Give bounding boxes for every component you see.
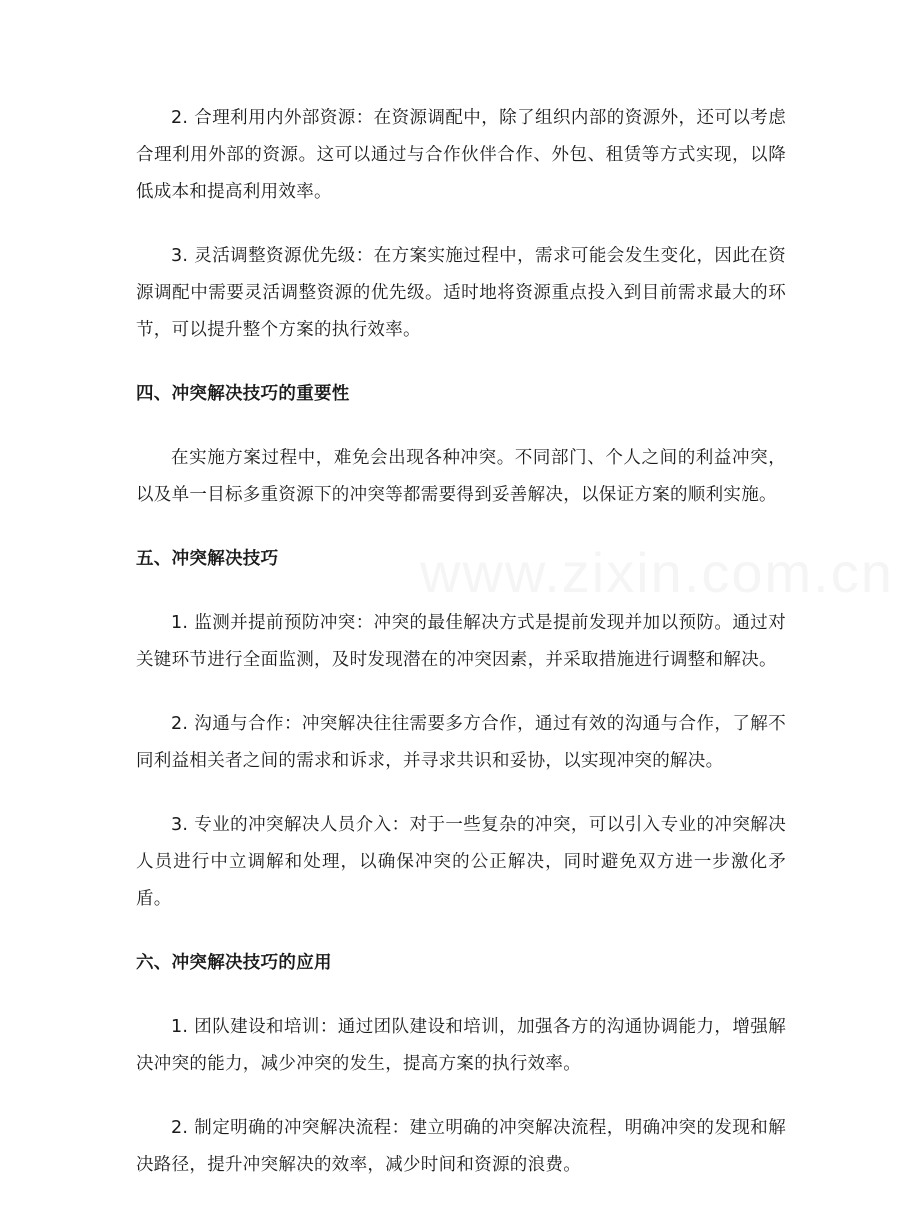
watermark-text: www.zixin.com.cn — [420, 541, 894, 604]
para-apply-team: 1. 团队建设和培训：通过团队建设和培训，加强各方的沟通协调能力，增强解决冲突的能力，减少冲突的发生，提高方案的执行效率。 — [136, 1017, 786, 1074]
heading-section-4: 四、冲突解决技巧的重要性 — [136, 384, 350, 404]
para-conflict-communication: 2. 沟通与合作：冲突解决往往需要多方合作，通过有效的沟通与合作，了解不同利益相关者之间的需求和诉求，并寻求共识和妥协，以实现冲突的解决。 — [136, 714, 786, 771]
para-resource-external: 2. 合理利用内外部资源：在资源调配中，除了组织内部的资源外，还可以考虑合理利用外部的资源。这可以通过与合作伙伴合作、外包、租赁等方式实现，以降低成本和提高利用效率。 — [136, 108, 786, 202]
heading-section-6: 六、冲突解决技巧的应用 — [136, 953, 332, 973]
para-conflict-importance: 在实施方案过程中，难免会出现各种冲突。不同部门、个人之间的利益冲突，以及单一目标多重资源下的冲突等都需要得到妥善解决，以保证方案的顺利实施。 — [136, 448, 786, 505]
document-body — [136, 100, 786, 1211]
para-conflict-mediator: 3. 专业的冲突解决人员介入：对于一些复杂的冲突，可以引入专业的冲突解决人员进行中立调解和处理，以确保冲突的公正解决，同时避免双方进一步激化矛盾。 — [136, 815, 786, 909]
para-conflict-monitor: 1. 监测并提前预防冲突：冲突的最佳解决方式是提前发现并加以预防。通过对关键环节进行全面监测，及时发现潜在的冲突因素，并采取措施进行调整和解决。 — [136, 613, 786, 670]
para-resource-priority: 3. 灵活调整资源优先级：在方案实施过程中，需求可能会发生变化，因此在资源调配中需要灵活调整资源的优先级。适时地将资源重点投入到目前需求最大的环节，可以提升整个方案的执行效率。 — [136, 246, 786, 340]
para-apply-process: 2. 制定明确的冲突解决流程：建立明确的冲突解决流程，明确冲突的发现和解决路径，提升冲突解决的效率，减少时间和资源的浪费。 — [136, 1118, 786, 1175]
heading-section-5: 五、冲突解决技巧 — [136, 549, 279, 569]
